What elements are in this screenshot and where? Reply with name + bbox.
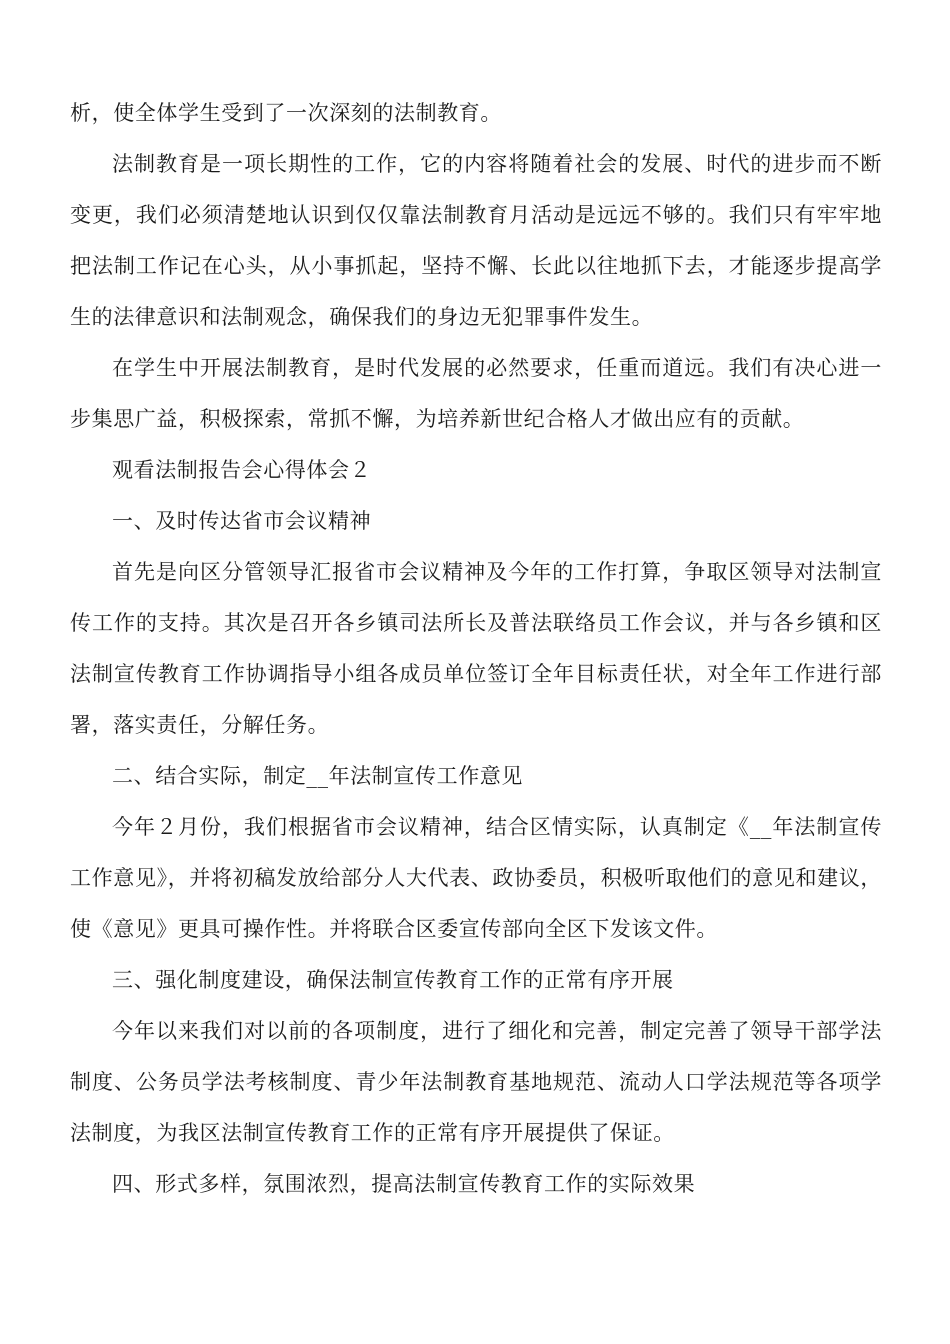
section-heading: 二、结合实际，制定__年法制宣传工作意见 [112, 764, 523, 788]
paragraph: 在学生中开展法制教育，是时代发展的必然要求，任重而道远。我们有决心进一步集思广益，积极探索，常抓不懈，为培养新世纪合格人才做出应有的贡献。 [70, 356, 882, 431]
section-heading: 四、形式多样，氛围浓烈，提高法制宣传教育工作的实际效果 [112, 1172, 696, 1196]
paragraph: 今年以来我们对以前的各项制度，进行了细化和完善，制定完善了领导干部学法制度、公务员学法考核制度、青少年法制教育基地规范、流动人口学法规范等各项学法制度，为我区法制宣传教育工作的正常有序开展提供了保证。 [70, 1019, 882, 1145]
section-heading: 三、强化制度建设，确保法制宣传教育工作的正常有序开展 [112, 968, 674, 992]
section-title: 观看法制报告会心得体会２ [112, 458, 372, 482]
paragraph: 首先是向区分管领导汇报省市会议精神及今年的工作打算，争取区领导对法制宣传工作的支持。其次是召开各乡镇司法所长及普法联络员工作会议，并与各乡镇和区法制宣传教育工作协调指导小组各成员单位签订全年目标责任状，对全年工作进行部署，落实责任，分解任务。 [70, 560, 882, 737]
paragraph: 析，使全体学生受到了一次深刻的法制教育。 [70, 101, 502, 125]
paragraph: 今年２月份，我们根据省市会议精神，结合区情实际，认真制定《__年法制宣传工作意见》，并将初稿发放给部分人大代表、政协委员，积极听取他们的意见和建议，使《意见》更具可操作性。并将联合区委宣传部向全区下发该文件。 [70, 815, 882, 941]
section-heading: 一、及时传达省市会议精神 [112, 509, 372, 533]
paragraph: 法制教育是一项长期性的工作，它的内容将随着社会的发展、时代的进步而不断变更，我们必须清楚地认识到仅仅靠法制教育月活动是远远不够的。我们只有牢牢地把法制工作记在心头，从小事抓起，坚持不懈、长此以往地抓下去，才能逐步提高学生的法律意识和法制观念，确保我们的身边无犯罪事件发生。 [70, 152, 882, 329]
document-body [70, 88, 882, 1210]
